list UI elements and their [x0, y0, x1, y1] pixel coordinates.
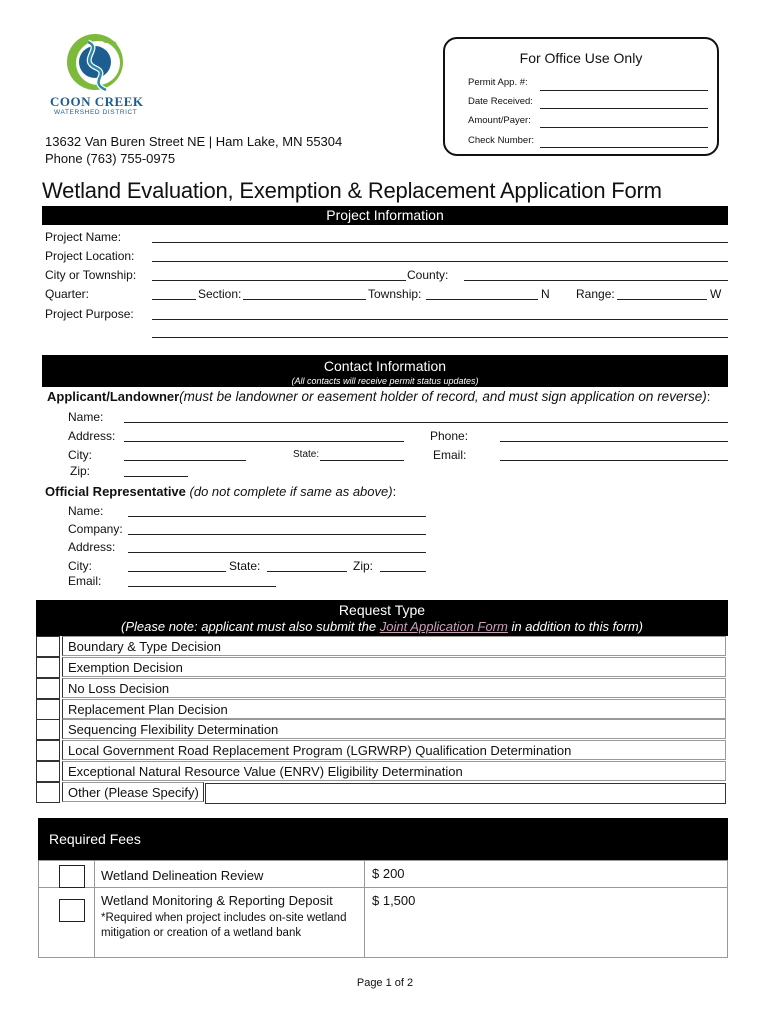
- office-use-title: For Office Use Only: [519, 50, 643, 66]
- rep-address-field[interactable]: [128, 552, 426, 553]
- request-checkbox[interactable]: [36, 657, 60, 678]
- request-item: Exceptional Natural Resource Value (ENRV) Eligibility Determination: [62, 761, 726, 781]
- rep-city-label: City:: [68, 559, 92, 573]
- fee-checkbox[interactable]: [59, 899, 85, 922]
- fees-col-divider: [94, 860, 95, 958]
- office-field-line[interactable]: [540, 108, 708, 109]
- fee-checkbox[interactable]: [59, 865, 85, 888]
- rep-address-label: Address:: [68, 540, 116, 554]
- applicant-phone-field[interactable]: [500, 441, 728, 442]
- rep-colon: :: [392, 484, 397, 499]
- project-purpose-label: Project Purpose:: [45, 307, 134, 321]
- range-field[interactable]: [617, 299, 707, 300]
- request-note-prefix: (Please note: applicant must also submit the: [121, 619, 380, 634]
- page-number: Page 1 of 2: [356, 977, 414, 989]
- rep-state-field[interactable]: [267, 571, 347, 572]
- applicant-name-field[interactable]: [124, 422, 728, 423]
- request-checkbox[interactable]: [36, 699, 60, 720]
- rep-state-label: State:: [229, 559, 261, 573]
- contact-info-title: Contact Information: [323, 358, 447, 374]
- applicant-note: (must be landowner or easement holder of record, and must sign application on reverse): [179, 389, 707, 404]
- other-specify-field[interactable]: [205, 783, 726, 804]
- applicant-email-label: Email:: [433, 448, 467, 462]
- request-item: Boundary & Type Decision: [62, 636, 726, 656]
- applicant-city-label: City:: [68, 448, 92, 462]
- applicant-phone-label: Phone:: [430, 429, 469, 443]
- request-checkbox[interactable]: [36, 761, 60, 782]
- rep-zip-field[interactable]: [380, 571, 426, 572]
- request-type-title: Request Type: [338, 602, 426, 618]
- applicant-colon: :: [706, 389, 711, 404]
- quarter-field[interactable]: [152, 299, 196, 300]
- required-fees-header: [38, 818, 728, 860]
- rep-company-label: Company:: [68, 522, 123, 536]
- fees-col-divider: [364, 860, 365, 958]
- request-note-suffix: in addition to this form): [507, 619, 643, 634]
- section-field[interactable]: [243, 299, 366, 300]
- district-phone: Phone (763) 755-0975: [45, 151, 176, 166]
- request-checkbox[interactable]: [36, 719, 60, 740]
- fee-amount: $ 1,500: [372, 893, 416, 908]
- request-item: Local Government Road Replacement Program (LGRWRP) Qualification Determination: [62, 740, 726, 760]
- request-checkbox[interactable]: [36, 636, 60, 657]
- request-checkbox[interactable]: [36, 782, 60, 803]
- office-field-label: Date Received:: [468, 96, 533, 107]
- logo: [48, 30, 148, 120]
- office-field-label: Check Number:: [468, 135, 534, 146]
- fee-amount: $ 200: [372, 866, 405, 881]
- project-location-field[interactable]: [152, 261, 728, 262]
- applicant-name-label: Name:: [68, 410, 104, 424]
- quarter-label: Quarter:: [45, 287, 90, 301]
- rep-name-label: Name:: [68, 504, 104, 518]
- request-item: No Loss Decision: [62, 678, 726, 698]
- request-item: Replacement Plan Decision: [62, 699, 726, 719]
- rep-note: (do not complete if same as above): [189, 484, 393, 499]
- rep-email-label: Email:: [68, 574, 102, 588]
- county-field[interactable]: [464, 280, 728, 281]
- request-item-other: Other (Please Specify): [62, 782, 204, 802]
- rep-company-field[interactable]: [128, 534, 426, 535]
- west-label: W: [710, 287, 722, 301]
- fee-label: Wetland Delineation Review: [101, 868, 264, 883]
- project-purpose-field[interactable]: [152, 319, 728, 320]
- applicant-state-label: State:: [293, 449, 320, 460]
- north-label: N: [541, 287, 550, 301]
- project-location-label: Project Location:: [45, 249, 135, 263]
- project-info-header: [42, 206, 728, 225]
- county-label: County:: [407, 268, 449, 282]
- project-name-field[interactable]: [152, 242, 728, 243]
- applicant-heading: [47, 389, 710, 404]
- request-checkbox[interactable]: [36, 740, 60, 761]
- rep-city-field[interactable]: [128, 571, 226, 572]
- applicant-address-label: Address:: [68, 429, 116, 443]
- city-township-label: City or Township:: [45, 268, 137, 282]
- office-field-line[interactable]: [540, 147, 708, 148]
- applicant-address-field[interactable]: [124, 441, 404, 442]
- rep-label: Official Representative: [45, 484, 186, 499]
- applicant-email-field[interactable]: [500, 460, 728, 461]
- district-address: 13632 Van Buren Street NE | Ham Lake, MN 55304: [45, 134, 343, 149]
- request-type-note: [36, 619, 728, 635]
- contact-info-header: [42, 355, 728, 387]
- logo-text-1: COON CREEK: [50, 94, 144, 109]
- applicant-zip-label: Zip:: [70, 464, 91, 478]
- office-field-label: Permit App. #:: [468, 77, 528, 88]
- request-item: Sequencing Flexibility Determination: [62, 719, 726, 739]
- logo-mark-icon: [48, 30, 148, 100]
- range-label: Range:: [576, 287, 615, 301]
- contact-info-subtitle: (All contacts will receive permit status updates): [291, 376, 479, 386]
- request-type-header: [36, 600, 728, 636]
- rep-email-field[interactable]: [128, 586, 276, 587]
- project-info-title: Project Information: [326, 207, 444, 223]
- request-item: Exemption Decision: [62, 657, 726, 677]
- office-field-line[interactable]: [540, 90, 708, 91]
- office-field-label: Amount/Payer:: [468, 115, 531, 126]
- rep-name-field[interactable]: [128, 516, 426, 517]
- request-checkbox[interactable]: [36, 678, 60, 699]
- township-label: Township:: [368, 287, 422, 301]
- township-field[interactable]: [426, 299, 538, 300]
- office-field-line[interactable]: [540, 127, 708, 128]
- project-purpose-field-2[interactable]: [152, 337, 728, 338]
- project-name-label: Project Name:: [45, 230, 122, 244]
- applicant-zip-field[interactable]: [124, 476, 188, 477]
- applicant-label: Applicant/Landowner: [47, 389, 180, 404]
- city-township-field[interactable]: [152, 280, 406, 281]
- applicant-city-field[interactable]: [124, 460, 246, 461]
- rep-zip-label: Zip:: [353, 559, 374, 573]
- logo-text-2: WATERSHED DISTRICT: [54, 109, 138, 116]
- form-title: Wetland Evaluation, Exemption & Replacement Application Form: [42, 178, 662, 203]
- joint-application-link[interactable]: Joint Application Form: [379, 619, 508, 634]
- fee-note: *Required when project includes on-site wetland mitigation or creation of a wetland bank: [101, 912, 347, 939]
- fee-label: Wetland Monitoring & Reporting Deposit: [101, 893, 333, 908]
- rep-heading: [45, 484, 396, 499]
- applicant-state-field[interactable]: [320, 460, 404, 461]
- required-fees-title: Required Fees: [49, 831, 141, 847]
- section-label: Section:: [198, 287, 242, 301]
